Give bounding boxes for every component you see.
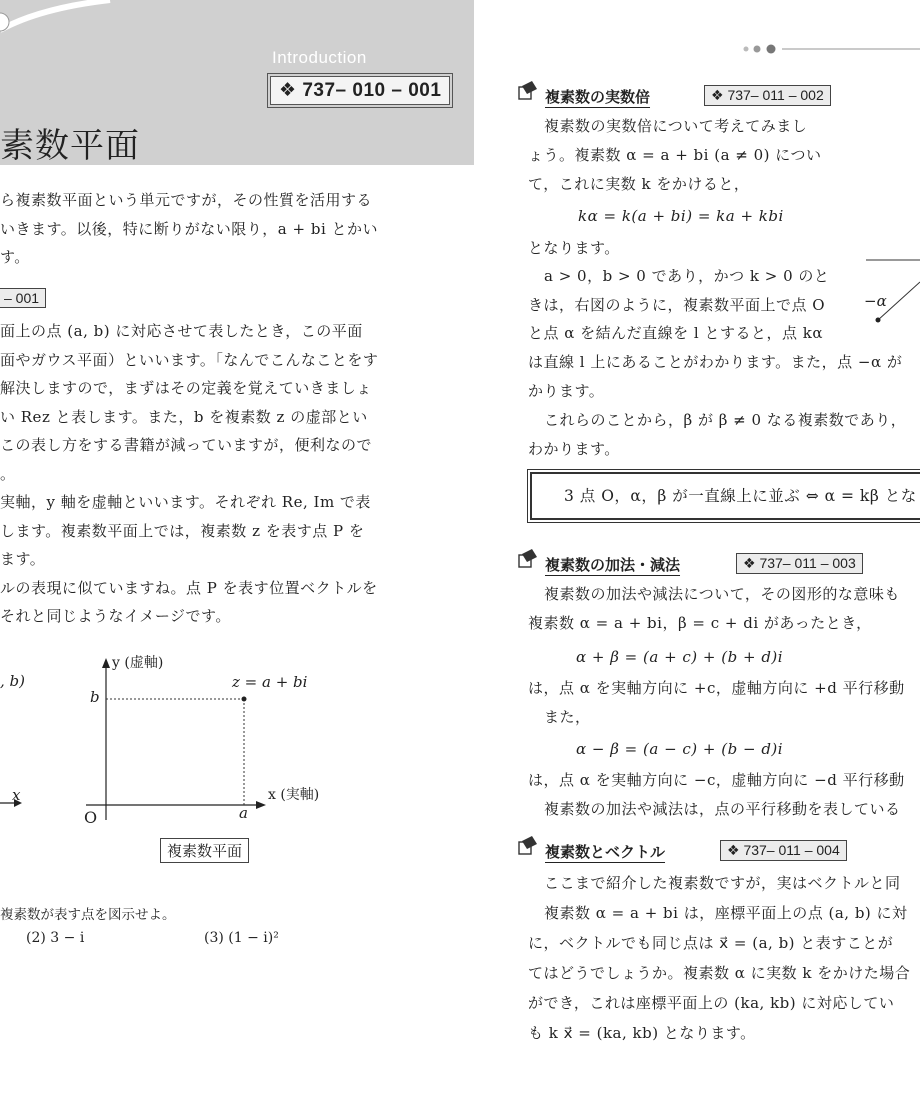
para-1-line: す。 [0, 248, 30, 266]
sec2-line: 複素数 α = a + bi，β = c + di があったとき， [528, 614, 872, 632]
b-tick-label: b [90, 688, 100, 706]
small-code-badge: – 001 [0, 288, 46, 308]
sec1-line: きは，右図のように，複素数平面上で点 O [528, 296, 826, 314]
sec1-line: て，これに実数 k をかけると， [528, 175, 750, 193]
pencil-note-icon [516, 548, 538, 570]
para-3-line: それと同じようなイメージです。 [0, 607, 231, 625]
sec3-line: てはどうでしょうか。複素数 α に実数 k をかけた場合 [528, 964, 911, 982]
sec1-line: a > 0，b > 0 であり，かつ k > 0 のと [544, 267, 830, 285]
section-code-002: ❖ 737– 011 – 002 [704, 85, 831, 106]
sec1-line: と点 α を結んだ直線を l とすると，点 kα [528, 324, 823, 342]
pencil-note-icon [516, 80, 538, 102]
sec1-equation: kα = k(a + bi) = ka + kbi [578, 207, 784, 225]
sec1-line: かります。 [528, 382, 605, 400]
section-code-004: ❖ 737– 011 – 004 [720, 840, 847, 861]
sec2-equation: α + β = (a + c) + (b + d)i [576, 648, 784, 666]
para-2-line: 解決しますので，まずはその定義を覚えていきましょ [0, 379, 372, 397]
diamond-icon: ❖ [711, 87, 728, 103]
diagram-caption: 複素数平面 [160, 838, 249, 863]
y-axis-arrowhead [102, 658, 110, 668]
para-3-line: します。複素数平面上では，複素数 z を表す点 P を [0, 521, 365, 540]
para-2-line: 面上の点 (a, b) に対応させて表したとき，この平面 [0, 322, 363, 340]
left-point-label: , b) [0, 672, 25, 690]
section-code-003: ❖ 737– 011 – 003 [736, 553, 863, 574]
sec1-line: これらのことから，β が β ≠ 0 なる複素数であり， [544, 411, 907, 429]
para-3-line: ます。 [0, 550, 46, 568]
right-page [478, 0, 920, 1104]
sec3-line: に，ベクトルでも同じ点は x⃗ = (a, b) と表すことが [528, 934, 894, 952]
sec1-line: となります。 [528, 239, 620, 257]
sec2-line: は，点 α を実軸方向に −c，虚軸方向に −d 平行移動 [528, 771, 905, 789]
para-2-line: この表し方をする書籍が減っていますが，便利なので [0, 436, 373, 454]
section-title-vectors: 複素数とベクトル [545, 843, 666, 861]
main-code-text: 737– 010 – 001 [302, 80, 442, 101]
section-title-real-multiple: 複素数の実数倍 [545, 88, 651, 106]
para-3-line: ルの表現に似ていますね。点 P を表す位置ベクトルを [0, 578, 378, 597]
sec2-line: 複素数の加法や減法は，点の平行移動を表している [544, 800, 901, 818]
sec1-line: 複素数の実数倍について考えてみまし [544, 117, 808, 135]
page-title: 素数平面 [0, 126, 140, 166]
diamond-icon: ❖ [743, 555, 760, 571]
left-x-label: x [12, 786, 21, 804]
para-1 [0, 186, 378, 272]
diamond-icon: ❖ [727, 842, 744, 858]
exercise-item-2: (2) 3 − i [26, 930, 85, 946]
para-2-line: 。 [0, 464, 16, 483]
a-tick-label: a [239, 804, 248, 822]
sec2-equation: α − β = (a − c) + (b − d)i [576, 740, 784, 758]
banner-curve-decoration [0, 0, 120, 40]
sec1-line: は直線 l 上にあることがわかります。また，点 −α が [528, 353, 903, 371]
sec3-line: ここまで紹介した複素数ですが，実はベクトルと同 [544, 874, 901, 892]
para-3 [0, 488, 378, 631]
x-axis-arrowhead [256, 801, 266, 809]
exercise-prompt: 複素数が表す点を図示せよ。 [0, 907, 176, 923]
para-2 [0, 317, 378, 488]
sec2-line: また， [544, 708, 591, 726]
page-dots-decoration [740, 42, 920, 56]
sec2-line: 複素数の加法や減法について，その図形的な意味も [544, 585, 900, 603]
side-mini-diagram [862, 250, 920, 330]
sec2-line: は，点 α を実軸方向に +c，虚軸方向に +d 平行移動 [528, 679, 905, 697]
exercise-item-3: (3) (1 − i)² [204, 930, 279, 946]
sec1-line: ょう。複素数 α = a + bi (a ≠ 0) につい [528, 146, 822, 164]
origin-label: O [84, 808, 98, 827]
sec3-line: 複素数 α = a + bi は，座標平面上の点 (a, b) に対 [544, 904, 908, 922]
sec3-line: も k x⃗ = (ka, kb) となります。 [528, 1024, 756, 1042]
sec1-line: わかります。 [528, 440, 620, 458]
main-code-badge [270, 76, 450, 105]
para-2-line: 面やガウス平面）といいます。「なんでこんなことをす [0, 350, 379, 369]
y-axis-label: y (虚軸) [112, 655, 164, 671]
sec3-line: ができ，これは座標平面上の (ka, kb) に対応してい [528, 994, 895, 1012]
intro-label: Introduction [272, 48, 367, 67]
diamond-icon: ❖ [279, 80, 297, 101]
point-z [242, 697, 247, 702]
x-axis-label: x (実軸) [268, 787, 320, 803]
para-1-line: いきます。以後，特に断りがない限り，a + bi とかい [0, 219, 379, 238]
point-z-label: z = a + bi [232, 673, 308, 691]
boxed-statement: 3 点 O，α，β が一直線上に並ぶ ⇔ α = kβ とな [564, 487, 917, 505]
para-2-line: い Rez と表します。また，b を複素数 z の虚部とい [0, 407, 368, 426]
side-neg-alpha-label: −α [864, 292, 887, 310]
section-title-add-subtract: 複素数の加法・減法 [545, 556, 681, 574]
para-1-line: ら複素数平面という単元ですが，その性質を活用する [0, 191, 373, 209]
para-3-line: 実軸，y 軸を虚軸といいます。それぞれ Re, Im で表 [0, 493, 371, 511]
pencil-note-icon [516, 835, 538, 857]
